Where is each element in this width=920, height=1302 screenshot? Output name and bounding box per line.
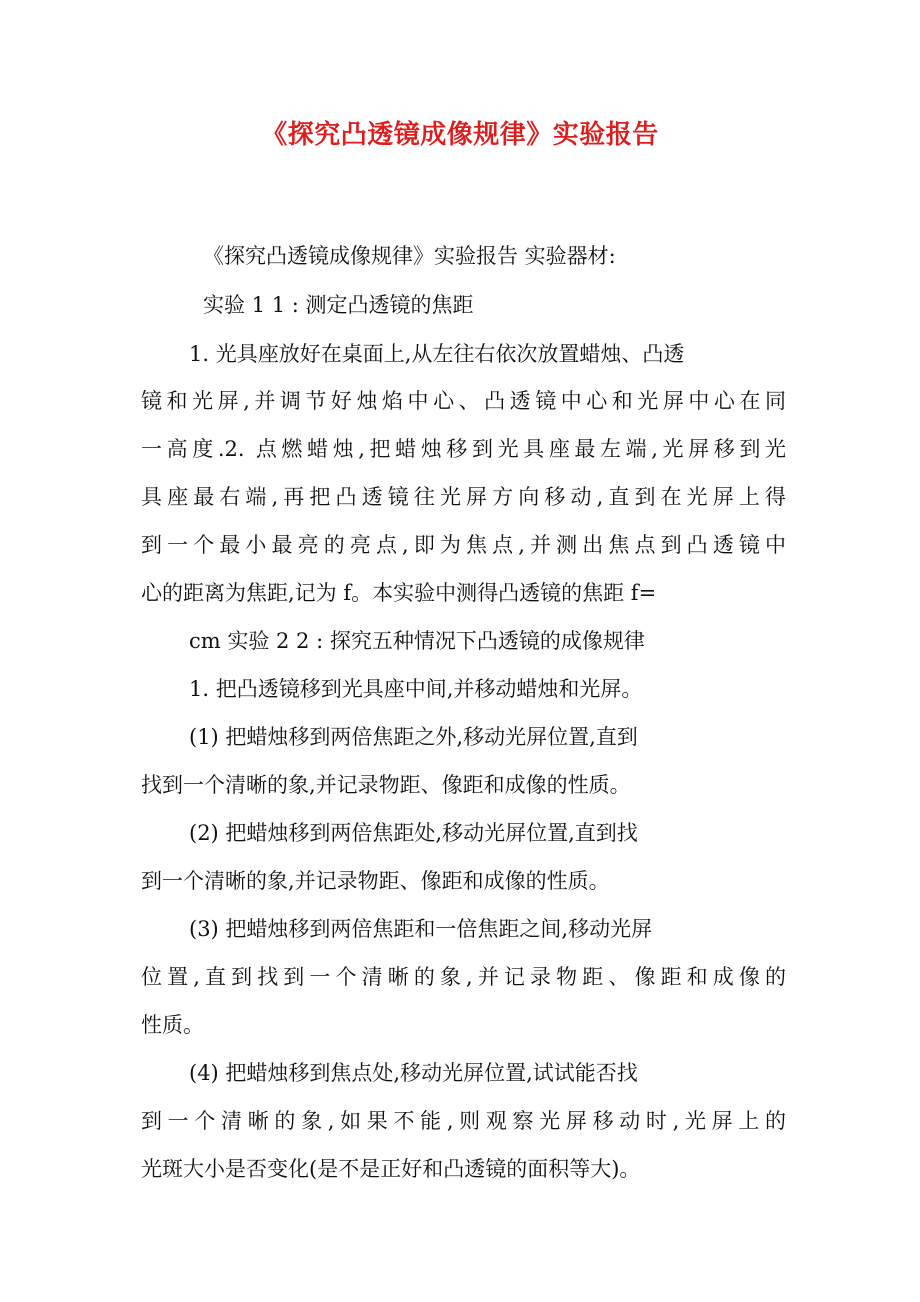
- paragraph-line: 1. 把凸透镜移到光具座中间,并移动蜡烛和光屏。: [189, 677, 643, 701]
- paragraph-line: 性质。: [141, 1013, 204, 1037]
- paragraph-line: 实验 1 1 : 测定凸透镜的焦距: [203, 293, 474, 317]
- paragraph-line: 1. 光具座放好在桌面上,从左往右依次放置蜡烛、凸透: [189, 342, 685, 366]
- paragraph-line: 位置,直到找到一个清晰的象,并记录物距、像距和成像的: [141, 965, 786, 989]
- paragraph-line: 心的距离为焦距,记为 f。本实验中测得凸透镜的焦距 f=: [141, 581, 657, 605]
- paragraph-line: 具座最右端,再把凸透镜往光屏方向移动,直到在光屏上得: [141, 485, 786, 509]
- document-title: 《探究凸透镜成像规律》实验报告: [261, 120, 659, 150]
- paragraph-line: 《探究凸透镜成像规律》实验报告 实验器材:: [203, 244, 616, 268]
- paragraph-line: 镜和光屏,并调节好烛焰中心、凸透镜中心和光屏中心在同: [141, 389, 786, 413]
- paragraph-line: (1) 把蜡烛移到两倍焦距之外,移动光屏位置,直到: [189, 725, 638, 749]
- paragraph-line: (3) 把蜡烛移到两倍焦距和一倍焦距之间,移动光屏: [189, 917, 653, 941]
- paragraph-line: 到一个最小最亮的亮点,即为焦点,并测出焦点到凸透镜中: [141, 533, 786, 557]
- paragraph-line: (2) 把蜡烛移到两倍焦距处,移动光屏位置,直到找: [189, 821, 638, 845]
- paragraph-line: 到一个清晰的象,并记录物距、像距和成像的性质。: [141, 869, 610, 893]
- paragraph-line: 光斑大小是否变化(是不是正好和凸透镜的面积等大)。: [141, 1157, 641, 1181]
- paragraph-line: 找到一个清晰的象,并记录物距、像距和成像的性质。: [141, 773, 631, 797]
- paragraph-line: 到一个清晰的象,如果不能,则观察光屏移动时,光屏上的: [141, 1109, 786, 1133]
- paragraph-line: (4) 把蜡烛移到焦点处,移动光屏位置,试试能否找: [189, 1061, 638, 1085]
- paragraph-line: cm 实验 2 2 : 探究五种情况下凸透镜的成像规律: [189, 629, 645, 653]
- paragraph-line: 一高度.2. 点燃蜡烛,把蜡烛移到光具座最左端,光屏移到光: [141, 437, 786, 461]
